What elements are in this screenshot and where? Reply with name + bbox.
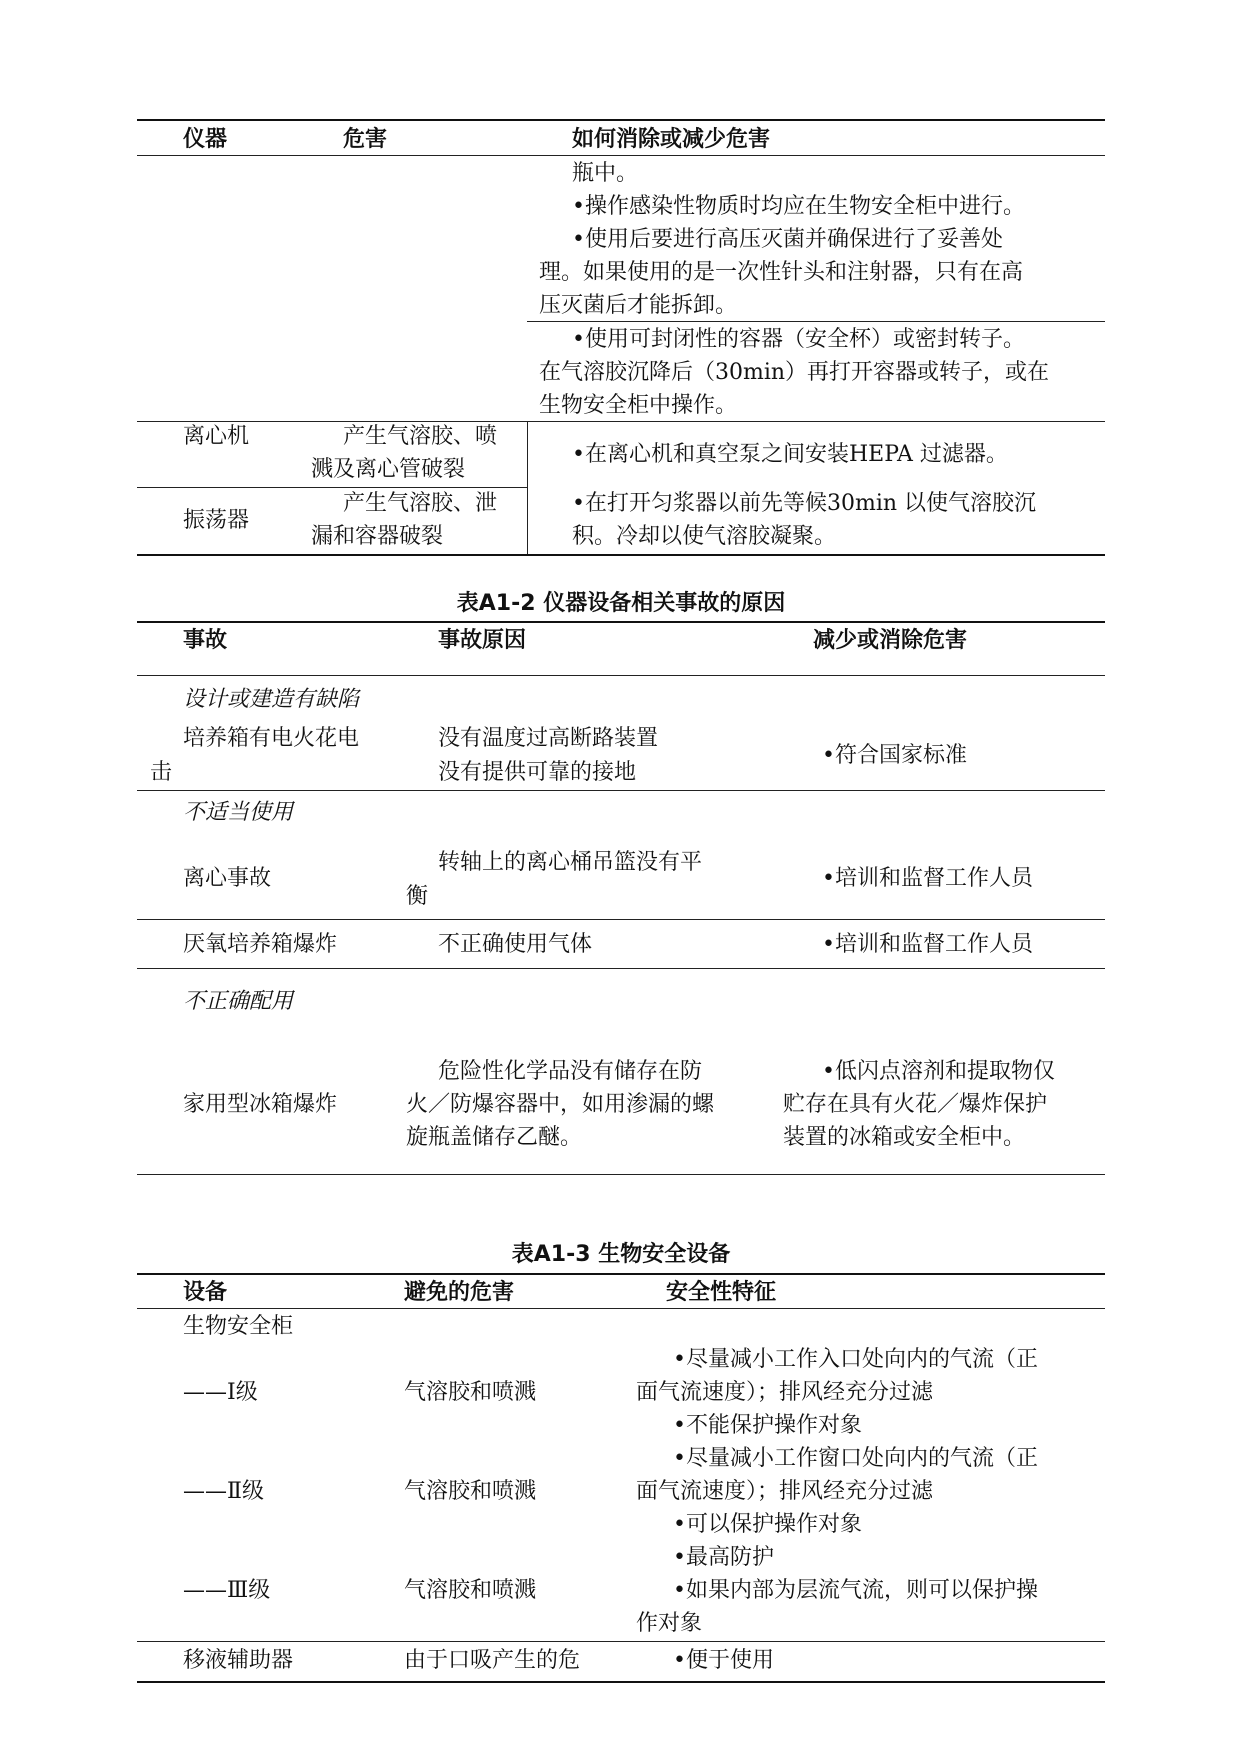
table3-feature-line: •尽量减小工作窗口处向内的气流（正 <box>673 1446 1038 1471</box>
table2-remedy-line: 装置的冰箱或安全柜中。 <box>783 1125 1026 1150</box>
table2-accident-line: 击 <box>150 760 173 785</box>
table3-class-name: ——Ⅰ级 <box>183 1380 258 1405</box>
table3-feature-line: •不能保护操作对象 <box>673 1413 862 1438</box>
table2-cause-line: 转轴上的离心桶吊篮没有平 <box>438 850 703 875</box>
table2-section-title: 设计或建造有缺陷 <box>183 687 360 712</box>
table2-header-accident: 事故 <box>183 628 228 653</box>
table3-class-name: ——Ⅱ级 <box>183 1479 264 1504</box>
table2-section-title: 不适当使用 <box>183 800 294 825</box>
table2-bottom-rule <box>137 1174 1105 1175</box>
table2-header-rule <box>137 675 1105 676</box>
table2-cause-line: 没有温度过高断路装置 <box>438 726 659 751</box>
table2-cause-line: 危险性化学品没有储存在防 <box>438 1059 703 1084</box>
table1-row-rule <box>137 421 1105 422</box>
table2-cause: 不正确使用气体 <box>438 932 593 957</box>
table3-class-hazard: 气溶胶和喷溅 <box>404 1479 537 1504</box>
table1-top-rule <box>137 119 1105 121</box>
table2-row-rule <box>137 968 1105 969</box>
table3-group: 生物安全柜 <box>183 1314 294 1339</box>
table2-remedy: •符合国家标准 <box>822 743 967 768</box>
table2-accident: 家用型冰箱爆炸 <box>183 1092 338 1117</box>
table2-accident-line: 培养箱有电火花电 <box>183 726 360 751</box>
table2-row-rule <box>137 790 1105 791</box>
table3-feature-line: 面气流速度）；排风经充分过滤 <box>636 1380 934 1405</box>
table2-cause-line: 没有提供可靠的接地 <box>438 760 637 785</box>
table1-measure-line: 积。冷却以使气溶胶凝聚。 <box>572 524 837 549</box>
table3-feature-line: •可以保护操作对象 <box>673 1512 862 1537</box>
table3-bottom-rule <box>137 1681 1105 1683</box>
table3-caption: 表A1-3 生物安全设备 <box>511 1242 731 1267</box>
table3-header-rule <box>137 1308 1105 1309</box>
table3-last-feature: •便于使用 <box>673 1648 774 1673</box>
table2-remedy-line: 贮存在具有火花／爆炸保护 <box>783 1092 1048 1117</box>
table1-instrument: 振荡器 <box>183 508 250 533</box>
table2-row-rule <box>137 919 1105 920</box>
table1-header-rule <box>137 155 1105 156</box>
table2-top-rule <box>137 621 1105 623</box>
table2-cause-line: 旋瓶盖储存乙醚。 <box>406 1125 583 1150</box>
table2-caption: 表A1-2 仪器设备相关事故的原因 <box>456 591 786 616</box>
table3-feature-line: 面气流速度）；排风经充分过滤 <box>636 1479 934 1504</box>
table3-feature-line: •最高防护 <box>673 1545 774 1570</box>
table2-header-remedy: 减少或消除危害 <box>813 628 968 653</box>
table1-hazard-line: 溅及离心管破裂 <box>311 457 466 482</box>
table1-hazard-line: 漏和容器破裂 <box>311 524 444 549</box>
table1-bottom-rule <box>137 554 1105 556</box>
table3-feature-line: •尽量减小工作入口处向内的气流（正 <box>673 1347 1038 1372</box>
table1-inner-rule <box>527 321 1105 322</box>
table3-class-hazard: 气溶胶和喷溅 <box>404 1380 537 1405</box>
table1-seal-line: •使用可封闭性的容器（安全杯）或密封转子。 <box>572 327 1025 352</box>
table2-accident: 离心事故 <box>183 866 272 891</box>
table1-header-measure: 如何消除或减少危害 <box>572 127 771 152</box>
table2-remedy-line: •低闪点溶剂和提取物仅 <box>822 1059 1055 1084</box>
table2-accident: 厌氧培养箱爆炸 <box>183 932 338 957</box>
table3-last-hazard: 由于口吸产生的危 <box>404 1648 581 1673</box>
table1-header-instrument: 仪器 <box>183 127 228 152</box>
table3-row-rule <box>137 1641 1105 1642</box>
table3-feature-line: •如果内部为层流气流，则可以保护操 <box>673 1578 1038 1603</box>
table2-section-title: 不正确配用 <box>183 989 294 1014</box>
table1-hazard-line: 产生气溶胶、喷 <box>343 424 498 449</box>
table1-hazard-line: 产生气溶胶、泄 <box>343 491 498 516</box>
table1-header-hazard: 危害 <box>343 127 388 152</box>
table3-class-name: ——Ⅲ级 <box>183 1578 271 1603</box>
table3-last-equipment: 移液辅助器 <box>183 1648 294 1673</box>
table1-instrument: 离心机 <box>183 424 250 449</box>
table1-measure: •在离心机和真空泵之间安装HEPA 过滤器。 <box>572 442 1008 467</box>
table1-seal-line: 在气溶胶沉降后（30min）再打开容器或转子，或在 <box>539 360 1050 385</box>
table1-cont-line: 瓶中。 <box>572 161 639 186</box>
table2-remedy: •培训和监督工作人员 <box>822 866 1033 891</box>
table1-cont-line: •使用后要进行高压灭菌并确保进行了妥善处 <box>572 227 1003 252</box>
table2-cause-line: 衡 <box>406 884 429 909</box>
table1-cont-line: •操作感染性物质时均应在生物安全柜中进行。 <box>572 194 1025 219</box>
table1-seal-line: 生物安全柜中操作。 <box>539 393 738 418</box>
table3-top-rule <box>137 1273 1105 1275</box>
table1-measure-line: •在打开匀浆器以前先等候30min 以使气溶胶沉 <box>572 491 1037 516</box>
table1-col-rule <box>527 421 528 554</box>
table2-header-cause: 事故原因 <box>438 628 527 653</box>
table3-header-hazard: 避免的危害 <box>404 1280 515 1305</box>
table3-feature-line: 作对象 <box>636 1611 703 1636</box>
table2-remedy: •培训和监督工作人员 <box>822 932 1033 957</box>
table3-class-hazard: 气溶胶和喷溅 <box>404 1578 537 1603</box>
table2-cause-line: 火／防爆容器中，如用渗漏的螺 <box>406 1092 715 1117</box>
table3-header-equipment: 设备 <box>183 1280 228 1305</box>
table1-cont-line: 压灭菌后才能拆卸。 <box>539 293 738 318</box>
table3-header-features: 安全性特征 <box>666 1280 777 1305</box>
table1-cont-line: 理。如果使用的是一次性针头和注射器，只有在高 <box>539 260 1024 285</box>
